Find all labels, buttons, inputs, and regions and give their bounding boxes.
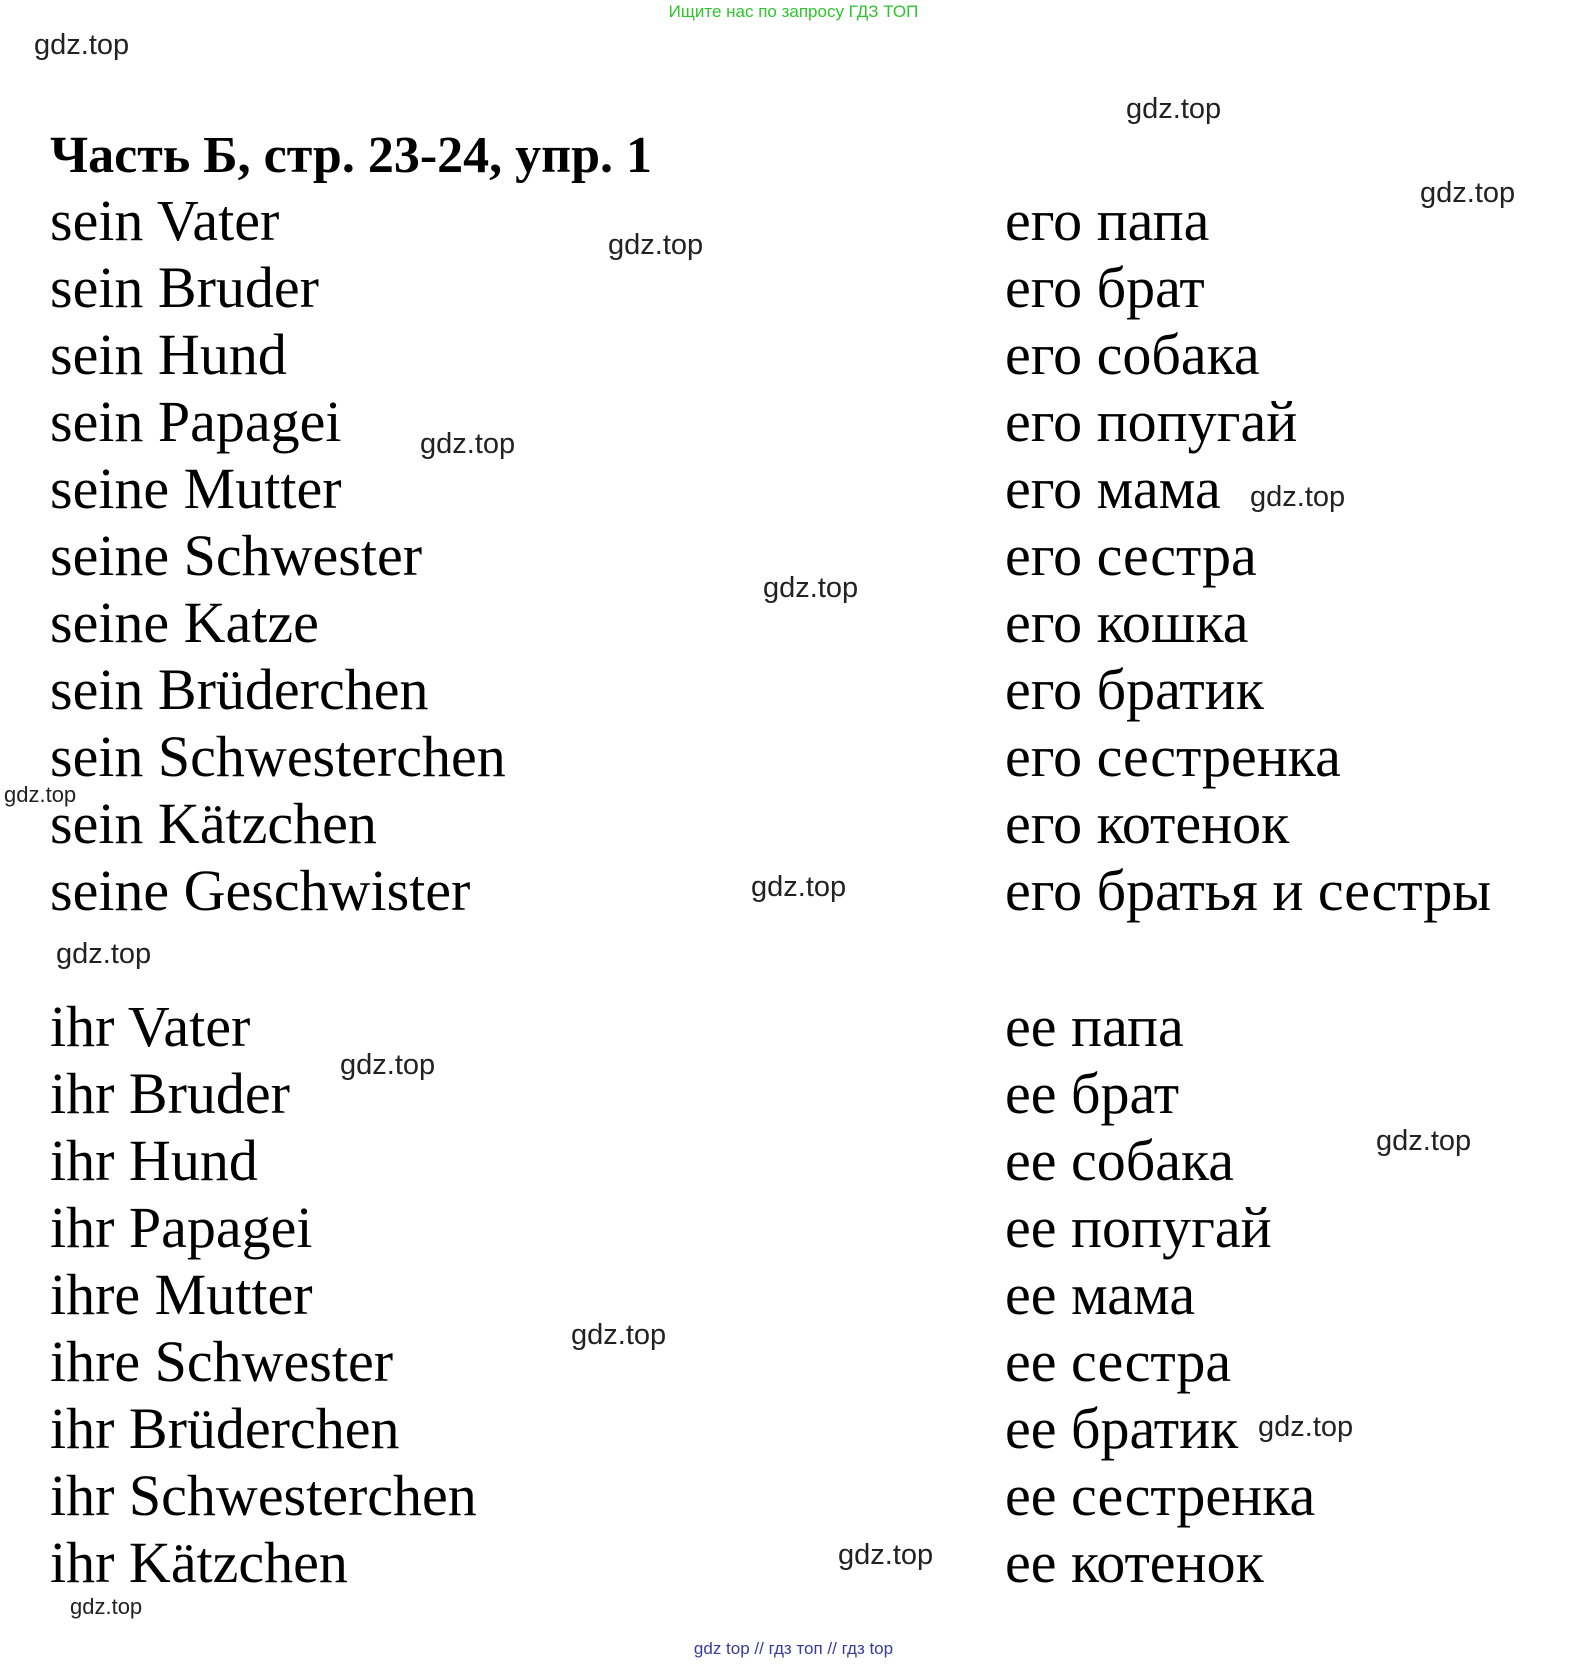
watermark: gdz.top	[763, 572, 859, 604]
german-phrase: ihr Bruder	[50, 1061, 290, 1126]
russian-translation: ее попугай	[1005, 1195, 1272, 1260]
german-phrase: sein Kätzchen	[50, 791, 377, 856]
watermark: gdz.top	[4, 782, 77, 807]
german-phrase: ihr Hund	[50, 1128, 258, 1193]
german-phrase: sein Brüderchen	[50, 657, 429, 722]
russian-translation: его папа	[1005, 188, 1210, 253]
german-phrase: ihre Mutter	[50, 1262, 313, 1327]
russian-translation: его сестра	[1005, 523, 1257, 588]
russian-translation: ее собака	[1005, 1128, 1235, 1193]
german-list-ihr	[50, 993, 477, 1596]
watermark: gdz.top	[340, 1049, 436, 1081]
german-list-sein	[50, 187, 506, 924]
russian-translation: его брат	[1005, 255, 1205, 320]
german-phrase: ihr Papagei	[50, 1195, 313, 1260]
watermark: gdz.top	[1258, 1411, 1354, 1443]
footer-links: gdz top // гдз топ // гдз top	[693, 1639, 894, 1658]
russian-translation: ее сестра	[1005, 1329, 1232, 1394]
german-phrase: ihr Brüderchen	[50, 1396, 400, 1461]
german-phrase: sein Hund	[50, 322, 287, 387]
watermark: gdz.top	[608, 229, 704, 261]
watermark: gdz.top	[751, 871, 847, 903]
russian-translation: его братья и сестры	[1005, 858, 1492, 923]
russian-translation: его котенок	[1005, 791, 1290, 856]
watermark: gdz.top	[571, 1319, 667, 1351]
russian-translation: его собака	[1005, 322, 1260, 387]
russian-list-sein	[1005, 187, 1491, 924]
russian-translation: его попугай	[1005, 389, 1298, 454]
german-phrase: ihr Kätzchen	[50, 1530, 348, 1595]
watermark: gdz.top	[1420, 177, 1516, 209]
german-phrase: sein Schwesterchen	[50, 724, 506, 789]
german-phrase: seine Katze	[50, 590, 319, 655]
search-banner: Ищите нас по запросу ГДЗ ТОП	[668, 2, 919, 21]
watermark: gdz.top	[838, 1539, 934, 1571]
russian-translation: ее папа	[1005, 994, 1184, 1059]
russian-translation: ее братик	[1005, 1396, 1239, 1461]
russian-translation: его кошка	[1005, 590, 1249, 655]
russian-translation: его братик	[1005, 657, 1264, 722]
german-phrase: seine Schwester	[50, 523, 423, 588]
russian-list-ihr	[1005, 993, 1315, 1596]
page-title: Часть Б, стр. 23-24, упр. 1	[50, 127, 653, 184]
watermark: gdz.top	[420, 428, 516, 460]
german-phrase: sein Papagei	[50, 389, 342, 454]
german-phrase: ihr Vater	[50, 994, 251, 1059]
watermark: gdz.top	[1250, 481, 1346, 513]
russian-translation: ее котенок	[1005, 1530, 1264, 1595]
german-phrase: sein Vater	[50, 188, 280, 253]
watermark: gdz.top	[1126, 93, 1222, 125]
german-phrase: ihre Schwester	[50, 1329, 394, 1394]
russian-translation: его сестренка	[1005, 724, 1341, 789]
german-phrase: seine Mutter	[50, 456, 342, 521]
german-phrase: seine Geschwister	[50, 858, 471, 923]
russian-translation: ее мама	[1005, 1262, 1196, 1327]
watermark: gdz.top	[56, 938, 152, 970]
russian-translation: ее сестренка	[1005, 1463, 1316, 1528]
watermark: gdz.top	[1376, 1125, 1472, 1157]
watermark: gdz.top	[34, 29, 130, 61]
watermark: gdz.top	[70, 1594, 143, 1619]
russian-translation: его мама	[1005, 456, 1221, 521]
russian-translation: ее брат	[1005, 1061, 1180, 1126]
german-phrase: sein Bruder	[50, 255, 319, 320]
german-phrase: ihr Schwesterchen	[50, 1463, 477, 1528]
